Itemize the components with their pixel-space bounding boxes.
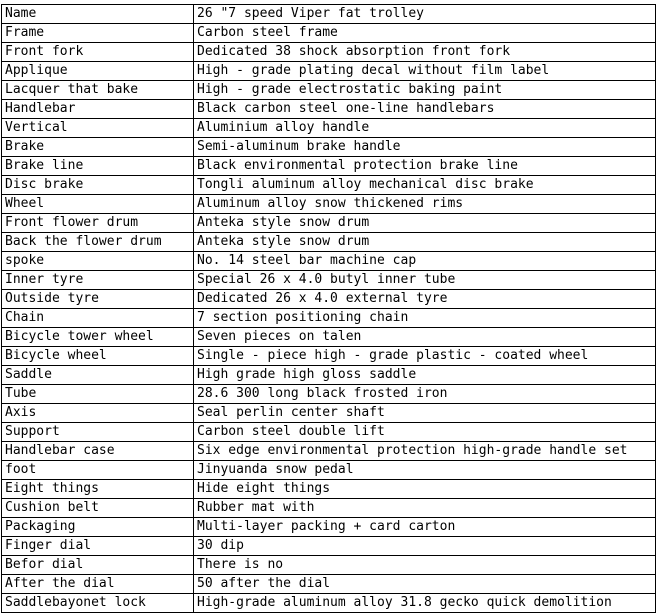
table-row <box>2 594 656 613</box>
spec-value-cell: Black environmental protection brake line <box>194 157 656 176</box>
spec-value-cell: Semi-aluminum brake handle <box>194 138 656 157</box>
table-row <box>2 138 656 157</box>
spec-value-cell: Special 26 x 4.0 butyl inner tube <box>194 271 656 290</box>
table-row <box>2 252 656 271</box>
table-row <box>2 5 656 24</box>
table-row <box>2 290 656 309</box>
table-row <box>2 157 656 176</box>
spec-value-cell: High grade high gloss saddle <box>194 366 656 385</box>
table-row <box>2 480 656 499</box>
spec-name-cell: Bicycle tower wheel <box>2 328 194 347</box>
spec-value-cell: There is no <box>194 556 656 575</box>
spec-value-cell: Jinyuanda snow pedal <box>194 461 656 480</box>
table-row <box>2 518 656 537</box>
spec-name-cell: Applique <box>2 62 194 81</box>
spec-name-cell: Outside tyre <box>2 290 194 309</box>
table-row <box>2 195 656 214</box>
spec-name-cell: foot <box>2 461 194 480</box>
spec-value-cell: High - grade plating decal without film label <box>194 62 656 81</box>
spec-value-cell: 28.6 300 long black frosted iron <box>194 385 656 404</box>
spec-value-cell: Multi-layer packing + card carton <box>194 518 656 537</box>
spec-value-cell: Aluminium alloy handle <box>194 119 656 138</box>
spec-name-cell: Finger dial <box>2 537 194 556</box>
spec-value-cell: Seven pieces on talen <box>194 328 656 347</box>
spec-name-cell: Support <box>2 423 194 442</box>
spec-value-cell: 26 "7 speed Viper fat trolley <box>194 5 656 24</box>
spec-name-cell: Handlebar <box>2 100 194 119</box>
spec-name-cell: Handlebar case <box>2 442 194 461</box>
spec-name-cell: Saddlebayonet lock <box>2 594 194 613</box>
spec-value-cell: Aluminum alloy snow thickened rims <box>194 195 656 214</box>
spec-value-cell: Seal perlin center shaft <box>194 404 656 423</box>
table-row <box>2 328 656 347</box>
spec-value-cell: High-grade aluminum alloy 31.8 gecko quick demolition <box>194 594 656 613</box>
table-row <box>2 537 656 556</box>
table-row <box>2 499 656 518</box>
spec-value-cell: Tongli aluminum alloy mechanical disc brake <box>194 176 656 195</box>
spec-name-cell: Back the flower drum <box>2 233 194 252</box>
spec-name-cell: Disc brake <box>2 176 194 195</box>
table-row <box>2 309 656 328</box>
table-row <box>2 100 656 119</box>
spec-value-cell: 50 after the dial <box>194 575 656 594</box>
spec-value-cell: Anteka style snow drum <box>194 233 656 252</box>
spec-name-cell: Brake <box>2 138 194 157</box>
spec-name-cell: Bicycle wheel <box>2 347 194 366</box>
table-row <box>2 575 656 594</box>
spec-value-cell: High - grade electrostatic baking paint <box>194 81 656 100</box>
table-row <box>2 119 656 138</box>
table-row <box>2 442 656 461</box>
table-row <box>2 385 656 404</box>
spec-name-cell: After the dial <box>2 575 194 594</box>
spec-name-cell: Lacquer that bake <box>2 81 194 100</box>
table-row <box>2 24 656 43</box>
table-row <box>2 404 656 423</box>
spec-value-cell: Carbon steel frame <box>194 24 656 43</box>
spec-name-cell: Name <box>2 5 194 24</box>
spec-value-cell: Dedicated 38 shock absorption front fork <box>194 43 656 62</box>
spec-table-body <box>2 5 656 613</box>
table-row <box>2 81 656 100</box>
spec-value-cell: 7 section positioning chain <box>194 309 656 328</box>
spec-name-cell: Front fork <box>2 43 194 62</box>
spec-name-cell: Inner tyre <box>2 271 194 290</box>
table-row <box>2 347 656 366</box>
spec-value-cell: Six edge environmental protection high-grade handle set <box>194 442 656 461</box>
spec-name-cell: Wheel <box>2 195 194 214</box>
spec-value-cell: Carbon steel double lift <box>194 423 656 442</box>
spec-name-cell: Saddle <box>2 366 194 385</box>
spec-value-cell: Hide eight things <box>194 480 656 499</box>
spec-name-cell: Vertical <box>2 119 194 138</box>
spec-name-cell: Front flower drum <box>2 214 194 233</box>
spec-value-cell: No. 14 steel bar machine cap <box>194 252 656 271</box>
spec-name-cell: spoke <box>2 252 194 271</box>
spec-name-cell: Befor dial <box>2 556 194 575</box>
spec-name-cell: Cushion belt <box>2 499 194 518</box>
table-row <box>2 366 656 385</box>
table-row <box>2 556 656 575</box>
table-row <box>2 62 656 81</box>
table-row <box>2 176 656 195</box>
spec-name-cell: Frame <box>2 24 194 43</box>
spec-value-cell: Black carbon steel one-line handlebars <box>194 100 656 119</box>
table-row <box>2 423 656 442</box>
spec-value-cell: Dedicated 26 x 4.0 external tyre <box>194 290 656 309</box>
table-row <box>2 43 656 62</box>
spec-table <box>1 4 656 613</box>
spec-value-cell: Single - piece high - grade plastic - coated wheel <box>194 347 656 366</box>
spec-value-cell: Rubber mat with <box>194 499 656 518</box>
table-row <box>2 233 656 252</box>
table-row <box>2 214 656 233</box>
spec-name-cell: Tube <box>2 385 194 404</box>
spec-name-cell: Brake line <box>2 157 194 176</box>
spec-value-cell: Anteka style snow drum <box>194 214 656 233</box>
table-row <box>2 461 656 480</box>
spec-name-cell: Axis <box>2 404 194 423</box>
spec-name-cell: Chain <box>2 309 194 328</box>
spec-value-cell: 30 dip <box>194 537 656 556</box>
spec-name-cell: Eight things <box>2 480 194 499</box>
table-row <box>2 271 656 290</box>
spec-name-cell: Packaging <box>2 518 194 537</box>
